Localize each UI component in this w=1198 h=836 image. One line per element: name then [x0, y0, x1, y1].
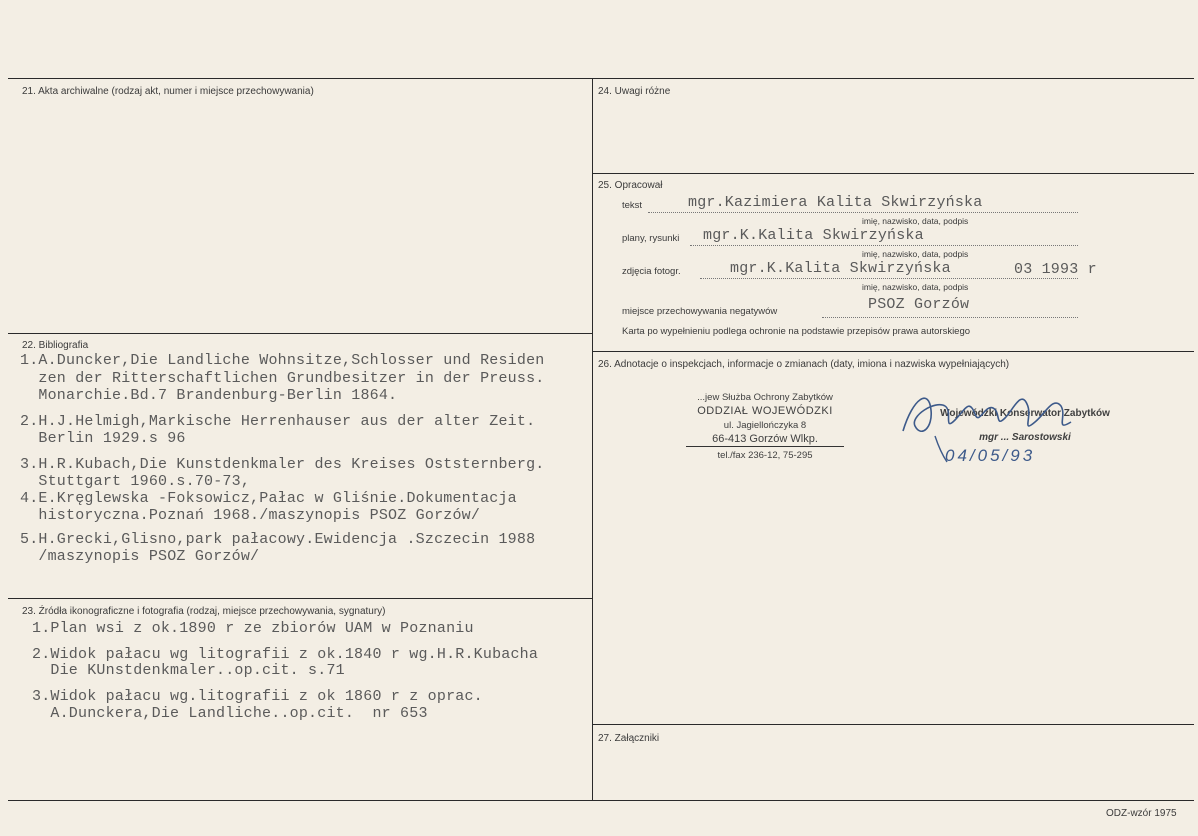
zdjecia-dotted-line — [700, 278, 1078, 279]
bibliography-line: 4.E.Kręglewska -Foksowicz,Pałac w Gliśnie.Dokumentacja — [20, 490, 517, 507]
rule-25-26 — [592, 351, 1194, 352]
tekst-value: mgr.Kazimiera Kalita Skwirzyńska — [688, 194, 983, 211]
section-27-heading: 27. Załączniki — [598, 733, 660, 744]
bibliography-line: Berlin 1929.s 96 — [20, 430, 186, 447]
rule-26-27 — [592, 724, 1194, 725]
iconography-line: A.Dunckera,Die Landliche..op.cit. nr 653 — [32, 705, 428, 722]
office-stamp-line: tel./fax 236-12, 75-295 — [717, 450, 813, 461]
iconography-line: 3.Widok pałacu wg.litografii z ok 1860 r z oprac. — [32, 688, 483, 705]
rule-22-23 — [8, 598, 592, 599]
copyright-note: Karta po wypełnieniu podlega ochronie na podstawie przepisów prawa autorskiego — [622, 326, 971, 337]
bottom-rule — [8, 800, 1194, 801]
conservator-stamp-line: mgr ... Sarostowski — [979, 432, 1071, 443]
negatywy-label: miejsce przechowywania negatywów — [622, 306, 778, 317]
zdjecia-label: zdjęcia fotogr. — [622, 266, 681, 277]
section-22-heading: 22. Bibliografia — [22, 340, 89, 351]
plany-caption: imię, nazwisko, data, podpis — [862, 249, 969, 259]
office-stamp — [670, 392, 860, 464]
section-24-heading: 24. Uwagi różne — [598, 86, 671, 97]
form-id: ODZ-wzór 1975 — [1106, 808, 1177, 819]
bibliography-line: 3.H.R.Kubach,Die Kunstdenkmaler des Kreises Oststernberg. — [20, 456, 545, 473]
zdjecia-value: mgr.K.Kalita Skwirzyńska — [730, 260, 951, 277]
bibliography-line: /maszynopis PSOZ Gorzów/ — [20, 548, 260, 565]
tekst-label: tekst — [622, 200, 643, 211]
top-rule — [8, 78, 1194, 79]
section-26-heading: 26. Adnotacje o inspekcjach, informacje o zmianach (daty, imiona i nazwiska wypełniających) — [598, 359, 1010, 370]
bibliography-line: Monarchie.Bd.7 Brandenburg-Berlin 1864. — [20, 387, 398, 404]
handwritten-date: 04/05/93 — [945, 446, 1036, 465]
office-stamp-underline — [686, 446, 844, 447]
plany-value: mgr.K.Kalita Skwirzyńska — [703, 227, 924, 244]
section-21-heading: 21. Akta archiwalne (rodzaj akt, numer i miejsce przechowywania) — [22, 86, 314, 97]
rule-21-22 — [8, 333, 592, 334]
negatywy-value: PSOZ Gorzów — [868, 296, 970, 313]
iconography-line: 1.Plan wsi z ok.1890 r ze zbiorów UAM w Poznaniu — [32, 620, 474, 637]
office-stamp-line: ul. Jagiellończyka 8 — [723, 420, 807, 431]
zdjecia-caption: imię, nazwisko, data, podpis — [862, 282, 969, 292]
tekst-dotted-line — [648, 212, 1078, 213]
iconography-line: 2.Widok pałacu wg litografii z ok.1840 r wg.H.R.Kubacha — [32, 646, 539, 663]
office-stamp-line: ODDZIAŁ WOJEWÓDZKI — [697, 405, 833, 417]
tekst-caption: imię, nazwisko, data, podpis — [862, 216, 969, 226]
zdjecia-date: 03 1993 r — [1014, 261, 1097, 278]
office-stamp-line: ...jew Służba Ochrony Zabytków — [697, 392, 833, 403]
center-divider — [592, 78, 593, 800]
bibliography-line: 2.H.J.Helmigh,Markische Herrenhauser aus der alter Zeit. — [20, 413, 536, 430]
conservator-stamp-line: Wojewódzki Konserwator Zabytków — [940, 408, 1110, 419]
iconography-line: Die KUnstdenkmaler..op.cit. s.71 — [32, 662, 345, 679]
rule-24-25 — [592, 173, 1194, 174]
plany-label: plany, rysunki — [622, 233, 680, 244]
section-23-heading: 23. Źródła ikonograficzne i fotografia (rodzaj, miejsce przechowywania, sygnatury) — [22, 606, 386, 617]
bibliography-line: 5.H.Grecki,Glisno,park pałacowy.Ewidencja .Szczecin 1988 — [20, 531, 536, 548]
section-25-heading: 25. Opracował — [598, 180, 663, 191]
bibliography-line: 1.A.Duncker,Die Landliche Wohnsitze,Schlosser und Residen — [20, 352, 545, 369]
bibliography-line: historyczna.Poznań 1968./maszynopis PSOZ Gorzów/ — [20, 507, 481, 524]
office-stamp-line: 66-413 Gorzów Wlkp. — [712, 433, 818, 445]
negatywy-dotted-line — [822, 317, 1078, 318]
bibliography-line: zen der Ritterschaftlichen Grundbesitzer in der Preuss. — [20, 370, 545, 387]
bibliography-line: Stuttgart 1960.s.70-73, — [20, 473, 251, 490]
plany-dotted-line — [690, 245, 1078, 246]
